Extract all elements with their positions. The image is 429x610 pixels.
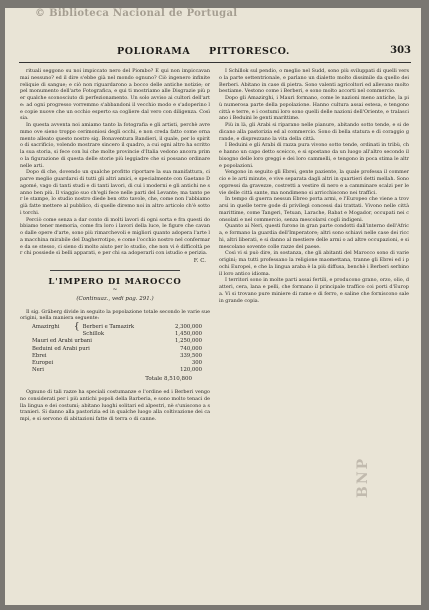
right-paragraph: I Schillok sul pendio, o meglio nel Sudd, sono più sviluppati di quelli verso la parte settentrionale, e parlano un dialetto molto dissimile da quello dei Berberi. Abitano in case di pietra. Sono valenti agricoltori ed allevano molto bestiame. Vestono come i Berberi, e sono molto accorti nel commercio. (219, 68, 409, 95)
left-paragraph: Perciò come senza a dar conto di molti lavori di ogni sorta e fra questi dobbiamo tener memoria, come fra loro i lavori della luce, le figure che cavano dalle opere d'arte, sono più rimarchevoli e migliori quanto adopera l'arte la macchina mirabile del Dagherrotipo, e come l'occhio nostro nel confermare da se stesso, ci sieno di molto aiuto per lo studio, che non vi è difficoltà per chi possiede sì belli apparati, e per chi sa adoperarli con istudio e perizia. (20, 216, 210, 257)
row-value: 740,000 (180, 345, 202, 352)
table-row (32, 346, 202, 353)
left-paragraph: rituali seggono su noi impiccato nero del Piombo? E qui non impiccavan mai nessuno? ed il dire s'ebbe già nel mondo ognuno? Ciò ingenero infinite reliquie di sangue; e ciò non riguardarono a bocco delle antiche notizie; or pel monumento dell'arte Fotografica, e qui ti mostriamo alle Disgrazie più per qualche sconosciuto di perfezionamento. Un solo avviso ai cultori dell'arte: ad ogni progresso vorremmo s'abbandoni il vecchio modo e s'adoperino le copie nuove che un occhio esperto sa cogliere dal vero con diligenza. Così sia. (20, 68, 210, 122)
newspaper-page (5, 8, 421, 605)
right-paragraph: I territori sono in molte parti assai fertili, e producono grano, orzo, olio, datteri, cera, lana e pelli, che formano il principale traffico coi porti d'Europa. Vi si trovano pure miniere di rame e di ferro, e saline che forniscono sale in grande copia. (219, 277, 409, 304)
article-continuation: (Continuaz., vedi pag. 291.) (76, 295, 154, 302)
right-paragraph: Quanto ai Neri, questi furono in gran parte condotti dall'interno dell'Africa, e formano la guardia dell'Imperatore; altri sono schiavi nelle case dei ricchi, altri liberati, e si danno al mestiere delle armi o ad altre occupazioni, e si mescolano sovente colle razze del paese. (219, 223, 409, 250)
page-number: 303 (390, 45, 411, 56)
row-name: Europei (32, 360, 54, 367)
total-label: Totale (145, 376, 163, 383)
row-name: Beduini ed Arabi puri (32, 345, 90, 352)
right-paragraph: Dopo gli Amazirghi, i Mauri formano, come le nazioni meno antiche, la più numerosa parte della popolazione. Hanno cultura assai estesa, e tengono città e terre, e i costumi loro sono quelli delle nazioni dell'Oriente, e tralasciano i Beduini le genti marittime. (219, 95, 409, 122)
row-value: 300 (191, 360, 202, 367)
table-row (32, 360, 202, 367)
table-row (32, 353, 202, 360)
right-paragraph: In tempo di guerra nessun Ebreo porta armi, e l'Europeo che viene a trovarsi in quelle terre gode di privilegi concessi dai trattati. Vivono nelle città marittime, come Tangeri, Tetuan, Larache, Rabat e Mogador, occupati nei consolati e nel commercio, senza mescolarsi cogli indigeni. (219, 196, 409, 223)
row-name: Ebrei (32, 352, 47, 359)
article-signature: F. C. (193, 258, 206, 264)
header-middle: PITTORESCO. (209, 46, 290, 57)
left-column (20, 68, 210, 598)
right-paragraph: I Beduini e gli Arabi di razza pura vivono sotto tende, ordinati in tribù, che hanno un capo detto sceicco, e si spostano da un luogo all'altro secondo il bisogno delle loro greggi e dei loro cammelli, e tengono in poca stima le altre popolazioni. (219, 142, 409, 169)
row-name: Berberi e Tamazirk (82, 324, 135, 330)
right-paragraph: Così vi si può dire, in sostanza, che gli abitanti del Marocco sono di varie origini; ma tutti professano la religione maomettana, tranne gli Ebrei ed i pochi Europei, e che la lingua araba è la più diffusa, benchè i Berberi serbino il loro antico idioma. (219, 250, 409, 277)
row-value: 339,500 (180, 352, 202, 359)
row-name: Mauri ed Arabi urbani (32, 338, 92, 345)
left-paragraph: Dopo di che, dovendo un qualche profitto riportare la sua manifattura, ci parve meglio guardarsi di tutti gli altri amici, e specialmente con Gaetano Dagomé, vago di tanti studi e di tanti lavori, di cui i moderni e gli antichi ne sanno ben più. Il viaggio suo ch'egli fece nelle parti del Levante; ma tanto per le stampe, lo studio nostro diede ben otto tavole, che, come non l'abbiamo già fatte mettere al pubblico, di quelle diremo noi in altro articolo ch'è sotto i torchi. (20, 169, 210, 216)
header-left: POLIORAMA (117, 46, 191, 57)
watermark-text: © Biblioteca Nacional de Portugal (35, 8, 238, 19)
left-paragraph: In questa avventa noi amiamo tanto la fotografia e gli artisti, perchè avremmo ove sieno troppo cerimoniosi degli occhi, e non creda fatto come ornamento alleato questo nostro sig. Bonaventura Bandieri, il quale, per lo spirito di sacrificio, volendo mostrare sincero il quadro, a cui ogni altro ha scritto la sua storia, si fece con lui che molte provincie d'Italia vedono ancora primo la figurazione di questa delle storie più leggiadre che si possano ordinare nelle arti. (20, 122, 210, 169)
ornament-icon: ~ (112, 285, 118, 293)
group-label: Amazirghi (32, 324, 60, 330)
row-name: Neri (32, 367, 44, 374)
table-total (20, 376, 192, 383)
section-divider (50, 270, 180, 271)
right-paragraph: Più in là, gli Arabi si riparano nelle pianure, abitando sotto tende, e si dedicano alla pastorizia ed al commercio. Sono di bella statura e di coraggio grande, e disprezzano la vita della città. (219, 122, 409, 142)
table-row (32, 324, 202, 331)
row-value: 1,450,000 (175, 331, 202, 338)
library-stamp-watermark: BNP (355, 456, 371, 498)
article-paragraph: Ognuno di tali razze ha speciali costumanze e l'ordine ed i Berberi vengono considerati per i più antichi popoli della Barberia, e sono molto tenaci della lingua e dei costumi; abitano luoghi solitari ed alpestri, nè s'uniscono a stranieri. Si danno alla pastorizia ed in qualche luogo alla coltivazione dei campi, e si servono di abitazioni fatte di terra o di canne. (20, 389, 210, 423)
table-row (32, 338, 202, 345)
row-name: Schillok (82, 331, 105, 338)
brace-icon: { (73, 322, 80, 332)
right-paragraph: Vengono in seguito gli Ebrei, gente paziente, la quale professa il commercio e le arti minute, e vive separata dagli altri in quartieri detti mellah. Sono oppressi da gravezze, costretti a vestire di nero e a camminare scalzi per le vie delle città sante, ma nondimeno si arricchiscono nei traffici. (219, 169, 409, 196)
population-table (32, 324, 202, 374)
row-value: 120,000 (180, 367, 202, 374)
row-value: 2,300,000 (175, 324, 202, 330)
row-value: 1,250,000 (175, 338, 202, 345)
page-header (19, 46, 411, 63)
article-intro: Il sig. Gräberg divide in seguito la popolazione totale secondo le varie sue origini, nella maniera seguente: (20, 308, 210, 322)
table-row (32, 367, 202, 374)
article-title: L'IMPERO DI MAROCCO (48, 276, 182, 287)
total-value: 8,510,800 (164, 376, 192, 383)
